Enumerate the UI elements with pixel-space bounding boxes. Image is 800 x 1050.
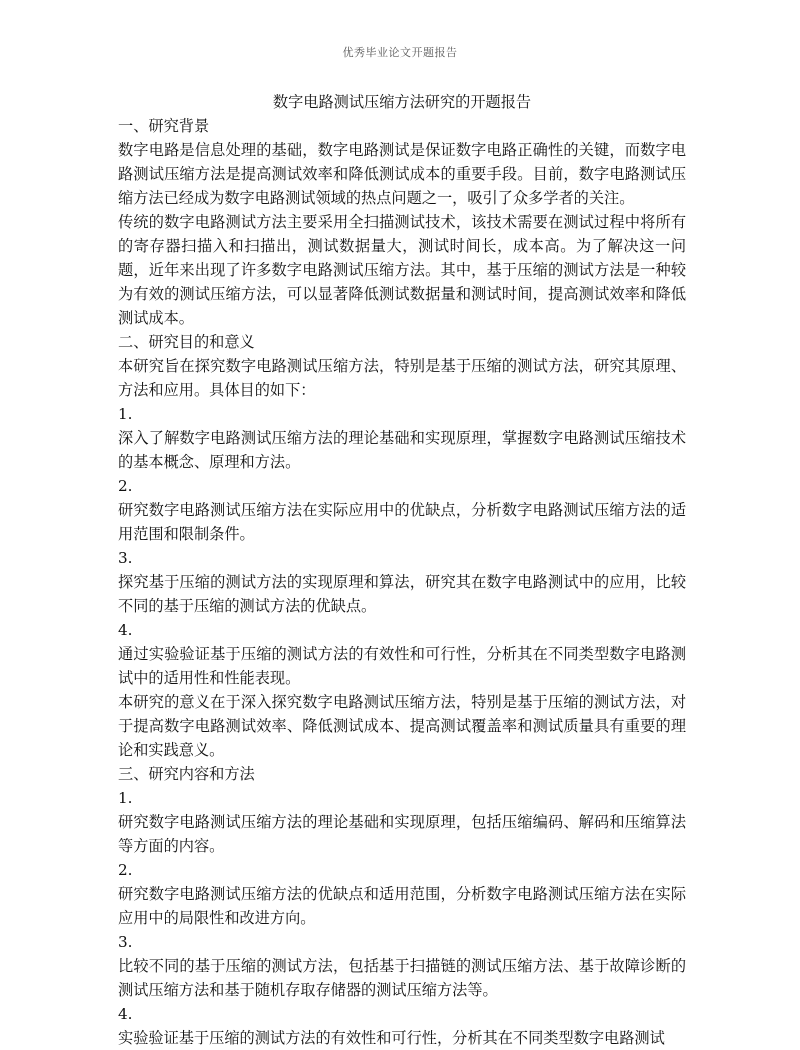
list-item-text: 通过实验验证基于压缩的测试方法的有效性和可行性，分析其在不同类型数字电路测试中的适用性和性能表现。: [118, 645, 686, 687]
list-item-text: 研究数字电路测试压缩方法在实际应用中的优缺点，分析数字电路测试压缩方法的适用范围和限制条件。: [118, 501, 686, 543]
document-title: 数字电路测试压缩方法研究的开题报告: [272, 93, 532, 111]
list-item-number: 3.: [118, 549, 133, 567]
list-item-text: 研究数字电路测试压缩方法的优缺点和适用范围，分析数字电路测试压缩方法在实际应用中的局限性和改进方向。: [118, 885, 686, 927]
paragraph-significance: 本研究的意义在于深入探究数字电路测试压缩方法，特别是基于压缩的测试方法，对于提高数字电路测试效率、降低测试成本、提高测试覆盖率和测试质量具有重要的理论和实践意义。: [118, 693, 686, 759]
list-item-text: 比较不同的基于压缩的测试方法，包括基于扫描链的测试压缩方法、基于故障诊断的测试压缩方法和基于随机存取存储器的测试压缩方法等。: [118, 957, 686, 999]
section-heading-background: 一、研究背景: [118, 117, 210, 135]
list-item-number: 4.: [118, 621, 133, 639]
list-item-text: 实验验证基于压缩的测试方法的有效性和可行性，分析其在不同类型数字电路测试: [118, 1029, 665, 1047]
list-item-number: 2.: [118, 861, 133, 879]
list-item-text: 探究基于压缩的测试方法的实现原理和算法，研究其在数字电路测试中的应用，比较不同的基于压缩的测试方法的优缺点。: [118, 573, 686, 615]
document-body: [118, 90, 686, 1050]
list-item-text: 深入了解数字电路测试压缩方法的理论基础和实现原理，掌握数字电路测试压缩技术的基本概念、原理和方法。: [118, 429, 686, 471]
paragraph-purpose-intro: 本研究旨在探究数字电路测试压缩方法，特别是基于压缩的测试方法，研究其原理、方法和应用。具体目的如下：: [118, 357, 686, 399]
section-heading-content-methods: 三、研究内容和方法: [118, 765, 255, 783]
list-item-number: 4.: [118, 1005, 133, 1023]
list-item-number: 1.: [118, 405, 133, 423]
paragraph-background-2: 传统的数字电路测试方法主要采用全扫描测试技术，该技术需要在测试过程中将所有的寄存器扫描入和扫描出，测试数据量大，测试时间长，成本高。为了解决这一问题，近年来出现了许多数字电路测试压缩方法。其中，基于压缩的测试方法是一种较为有效的测试压缩方法，可以显著降低测试数据量和测试时间，提高测试效率和降低测试成本。: [118, 213, 686, 327]
list-item-text: 研究数字电路测试压缩方法的理论基础和实现原理，包括压缩编码、解码和压缩算法等方面的内容。: [118, 813, 686, 855]
running-header: 优秀毕业论文开题报告: [342, 46, 458, 59]
list-item-number: 3.: [118, 933, 133, 951]
list-item-number: 1.: [118, 789, 133, 807]
section-heading-purpose: 二、研究目的和意义: [118, 333, 255, 351]
list-item-number: 2.: [118, 477, 133, 495]
paragraph-background-1: 数字电路是信息处理的基础，数字电路测试是保证数字电路正确性的关键，而数字电路测试压缩方法是提高测试效率和降低测试成本的重要手段。目前，数字电路测试压缩方法已经成为数字电路测试领域的热点问题之一，吸引了众多学者的关注。: [118, 141, 686, 207]
